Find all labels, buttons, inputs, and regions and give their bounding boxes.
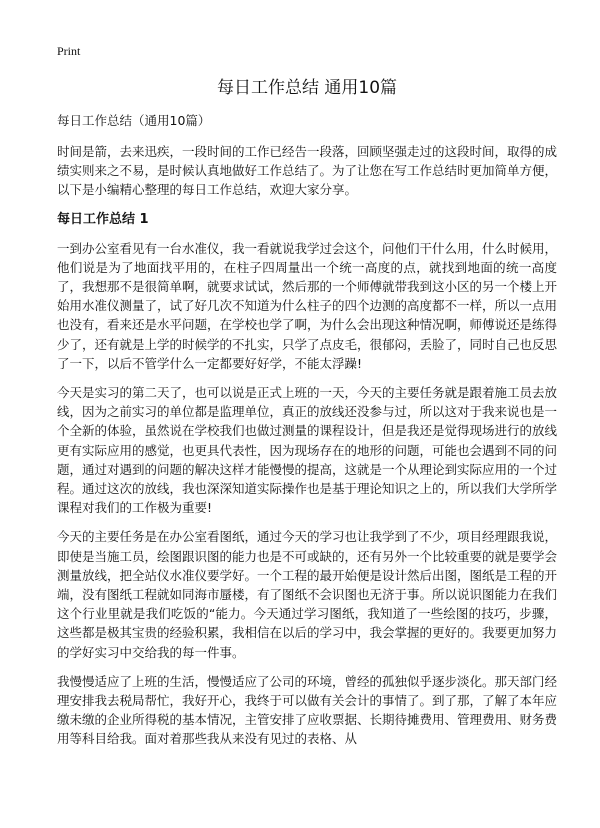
print-label[interactable]: Print — [57, 44, 81, 58]
intro-paragraph: 时间是箭，去来迅疾，一段时间的工作已经告一段落，回顾坚强走过的这段时间，取得的成绩实则来之不易，是时候认真地做好工作总结了。为了让您在写工作总结时更加简单方便，以下是小编精心整理的每日工作总结，欢迎大家分享。 — [57, 144, 558, 198]
section-paragraph: 我慢慢适应了上班的生活，慢慢适应了公司的环境，曾经的孤独似乎逐步淡化。那天部门经理安排我去税局帮忙，我好开心，我终于可以做有关会计的事情了。到了那，了解了本年应缴未缴的企业所得税的基本情况，主管安排了应收票据、长期待摊费用、管理费用、财务费用等科目给我。面对着那些我从来没有见过的表格、从 — [57, 673, 558, 747]
section-paragraph: 一到办公室看见有一台水准仪，我一看就说我学过会这个，问他们干什么用，什么时候用，他们说是为了地面找平用的，在柱子四周量出一个统一高度的点，就找到地面的统一高度了，我想那不是很简单啊，就要求试试，然后那的一个师傅就带我到这小区的另一个楼上开始用水准仪测量了，试了好几次不知道为什么柱子的四个边测的高度都不一样，所以一点用也没有，看来还是水平问题，在学校也学了啊，为什么会出现这种情况啊，师傅说还是练得少了，还有就是上学的时候学的不扎实，只学了点皮毛，很郁闷，丢脸了，同时自己也反思了一下，以后不管学什么一定都要好好学，不能太浮躁! — [57, 240, 558, 371]
section-paragraph: 今天的主要任务是在办公室看图纸，通过今天的学习也让我学到了不少，项目经理跟我说，即使是当施工员，绘图跟识图的能力也是不可或缺的，还有另外一个比较重要的就是要学会测量放线，把全站仪水准仪要学好。一个工程的最开始便是设计然后出图，图纸是工程的开端，没有图纸工程就如同海市蜃楼，有了图纸不会识图也无济于事。所以说识图能力在我们这个行业里就是我们吃饭的“能力。今天通过学习图纸，我知道了一些绘图的技巧，步骤，这些都是极其宝贵的经验积累，我相信在以后的学习中，我会掌握的更好的。我要更加努力的学好实习中交给我的每一件事。 — [57, 529, 558, 660]
document-subtitle: 每日工作总结（通用10篇） — [57, 113, 211, 128]
section-paragraph: 今天是实习的第二天了，也可以说是正式上班的一天，今天的主要任务就是跟着施工员去放线，因为之前实习的单位都是监理单位，真正的放线还没参与过，所以这对于我来说也是一个全新的体验，虽然说在学校我们也做过测量的课程设计，但是我还是觉得现场进行的放线更有实际应用的感觉，也更具代表性，因为现场存在的地形的问题，可能也会遇到不同的问题，通过对遇到的问题的解决这样才能慢慢的提高，这就是一个从理论到实际应用的一个过程。通过这次的放线，我也深深知道实际操作也是基于理论知识之上的，所以我们大学所学课程对我们的工作极为重要! — [57, 385, 558, 516]
section-heading: 每日工作总结 1 — [57, 211, 149, 227]
document-title: 每日工作总结 通用10篇 — [216, 78, 398, 98]
